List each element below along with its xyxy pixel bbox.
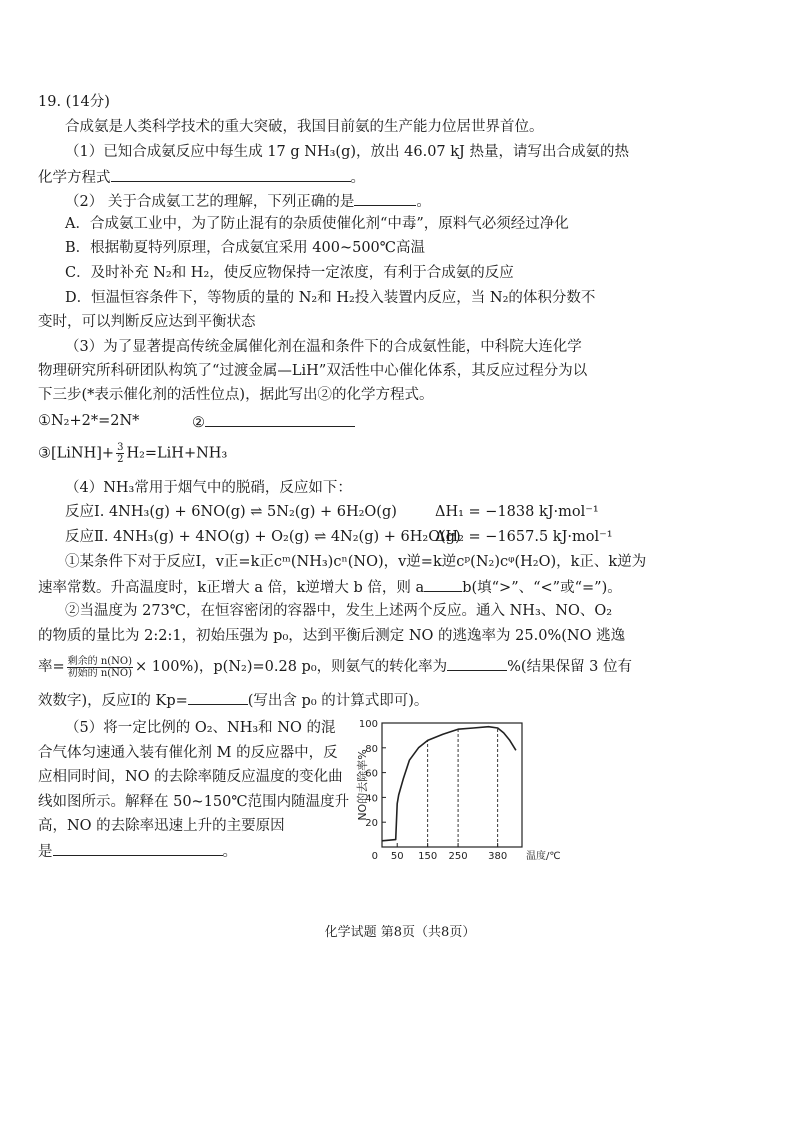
- reaction-2: 反应Ⅱ. 4NH₃(g) + 4NO(g) + O₂(g) ⇌ 4N₂(g) + 6H₂O(g): [65, 529, 461, 545]
- q2-line4-prefix: 效数字)，反应Ⅰ的 Kp=: [38, 693, 188, 709]
- y-tick-label: 80: [365, 743, 378, 755]
- answer-blank-2[interactable]: [354, 190, 416, 206]
- part3-step1: ①N₂+2*=2N*: [38, 413, 140, 429]
- part5-line6: [38, 840, 237, 862]
- part5-line6-suffix: 。: [222, 844, 237, 860]
- removal-rate-curve: [382, 727, 516, 841]
- part3-step2-label: ②: [192, 415, 205, 431]
- q1-line2-prefix: 速率常数。升高温度时，k正增大 a 倍，k逆增大 b 倍，则 a: [38, 580, 425, 596]
- part3-step3-prefix: ③[LiNH]+: [38, 445, 115, 462]
- part3-line3: 下三步(*表示催化剂的活性位点)，据此写出②的化学方程式。: [38, 387, 434, 403]
- part4-q2-line1: ②当温度为 273℃，在恒容密闭的容器中，发生上述两个反应。通入 NH₃、NO、O₂: [65, 603, 613, 619]
- q2-line3-mid: × 100%)，p(N₂)=0.28 p₀，则氨气的转化率为: [135, 659, 448, 675]
- q2-line4-suffix: (写出含 p₀ 的计算式即可)。: [247, 693, 429, 709]
- escape-frac-num: 剩余的 n(NO): [67, 655, 133, 667]
- part4-q2-line4: [38, 689, 428, 711]
- page-footer: 化学试题 第8页（共8页）: [324, 925, 476, 940]
- part5-line1: （5）将一定比例的 O₂、NH₃和 NO 的混: [65, 720, 336, 736]
- part4-intro: （4）NH₃常用于烟气中的脱硝，反应如下：: [65, 480, 352, 496]
- answer-blank-3[interactable]: [205, 411, 355, 427]
- question-header: 19. (14分): [38, 94, 110, 110]
- option-a: A．合成氨工业中，为了防止混有的杂质使催化剂“中毒”，原料气必须经过净化: [65, 216, 569, 232]
- part4-q2-line2: 的物质的量比为 2:2:1，初始压强为 p₀，达到平衡后测定 NO 的逃逸率为 25.0%(NO 逃逸: [38, 628, 626, 644]
- option-d-line2: 变时，可以判断反应达到平衡状态: [38, 314, 256, 330]
- x-tick-label: 250: [448, 851, 468, 862]
- option-d-line1: D．恒温恒容条件下，等物质的量的 N₂和 H₂投入装置内反应，当 N₂的体积分数不: [65, 290, 596, 306]
- plot-frame: [382, 723, 522, 847]
- q2-line3-suffix: %(结果保留 3 位有: [507, 659, 633, 675]
- part3-step3-suffix: H₂=LiH+NH₃: [126, 445, 228, 462]
- part3-step3: [38, 442, 227, 465]
- option-b: B．根据勒夏特列原理，合成氨宜采用 400~500℃高温: [65, 240, 425, 256]
- q2-line3-prefix: 率=: [38, 659, 65, 675]
- y-tick-label: 40: [365, 793, 378, 805]
- part4-q1-line1: ①某条件下对于反应Ⅰ，v正=k正cᵐ(NH₃)cⁿ(NO)，v逆=k逆cᵖ(N₂)cᵠ(H₂O)，k正、k逆为: [65, 554, 647, 570]
- y-axis-label: NO的去除率%: [356, 749, 369, 821]
- step3-frac-den: 2: [117, 454, 124, 465]
- part1-line2-prefix: 化学方程式: [38, 170, 111, 186]
- part1-line1: （1）已知合成氨反应中每生成 17 g NH₃(g)，放出 46.07 kJ 热量，请写出合成氨的热: [65, 144, 629, 160]
- escape-rate-fraction: [67, 656, 133, 679]
- part5-line5: 高，NO 的去除率迅速上升的主要原因: [38, 818, 285, 834]
- q1-line2-suffix: b(填“>”、“<”或“=”)。: [462, 580, 622, 596]
- part5-line2: 合气体匀速通入装有催化剂 M 的反应器中，反: [38, 745, 338, 761]
- x-axis-label: 温度/℃: [526, 851, 561, 862]
- part4-q1-line2: [38, 576, 622, 598]
- part5-line3: 应相同时间，NO 的去除率随反应温度的变化曲: [38, 769, 343, 785]
- part3-line1: （3）为了显著提高传统金属催化剂在温和条件下的合成氨性能，中科院大连化学: [65, 339, 582, 355]
- reaction-1-dh: ΔH₁ = −1838 kJ·mol⁻¹: [435, 504, 599, 520]
- x-tick-label: 150: [418, 851, 438, 862]
- part5-line6-prefix: 是: [38, 844, 53, 860]
- escape-frac-den: 初始的 n(NO): [67, 667, 133, 679]
- part2-stem: [65, 190, 431, 212]
- answer-blank-7[interactable]: [53, 840, 223, 856]
- x-tick-label: 0: [371, 851, 378, 862]
- part1-line2-suffix: 。: [350, 170, 365, 186]
- reaction-1: 反应Ⅰ. 4NH₃(g) + 6NO(g) ⇌ 5N₂(g) + 6H₂O(g): [65, 504, 397, 520]
- reaction-2-dh: ΔH₂ = −1657.5 kJ·mol⁻¹: [435, 529, 613, 545]
- y-tick-label: 100: [358, 719, 378, 730]
- question-intro: 合成氨是人类科学技术的重大突破，我国目前氨的生产能力位居世界首位。: [65, 119, 544, 135]
- part2-stem-suffix: 。: [416, 194, 431, 210]
- part1-line2: [38, 166, 365, 188]
- part2-stem-prefix: （2） 关于合成氨工艺的理解，下列正确的是: [65, 194, 355, 210]
- part4-q2-line3: [38, 655, 632, 679]
- x-tick-label: 50: [390, 851, 404, 862]
- answer-blank-1[interactable]: [111, 166, 351, 182]
- no-removal-rate-chart: [350, 715, 580, 870]
- answer-blank-5[interactable]: [447, 655, 507, 671]
- y-tick-label: 60: [365, 768, 378, 780]
- answer-blank-6[interactable]: [188, 689, 248, 705]
- step3-frac-num: 3: [117, 442, 124, 453]
- part3-step2: [192, 411, 355, 433]
- option-c: C．及时补充 N₂和 H₂，使反应物保持一定浓度，有利于合成氨的反应: [65, 265, 514, 281]
- x-tick-label: 380: [488, 851, 508, 862]
- answer-blank-4[interactable]: [424, 576, 462, 592]
- part5-line4: 线如图所示。解释在 50~150℃范围内随温度升: [38, 794, 350, 810]
- y-tick-label: 20: [365, 818, 378, 830]
- part3-line2: 物理研究所科研团队构筑了“过渡金属—LiH”双活性中心催化体系，其反应过程分为以: [38, 363, 588, 379]
- step3-fraction: [116, 442, 124, 465]
